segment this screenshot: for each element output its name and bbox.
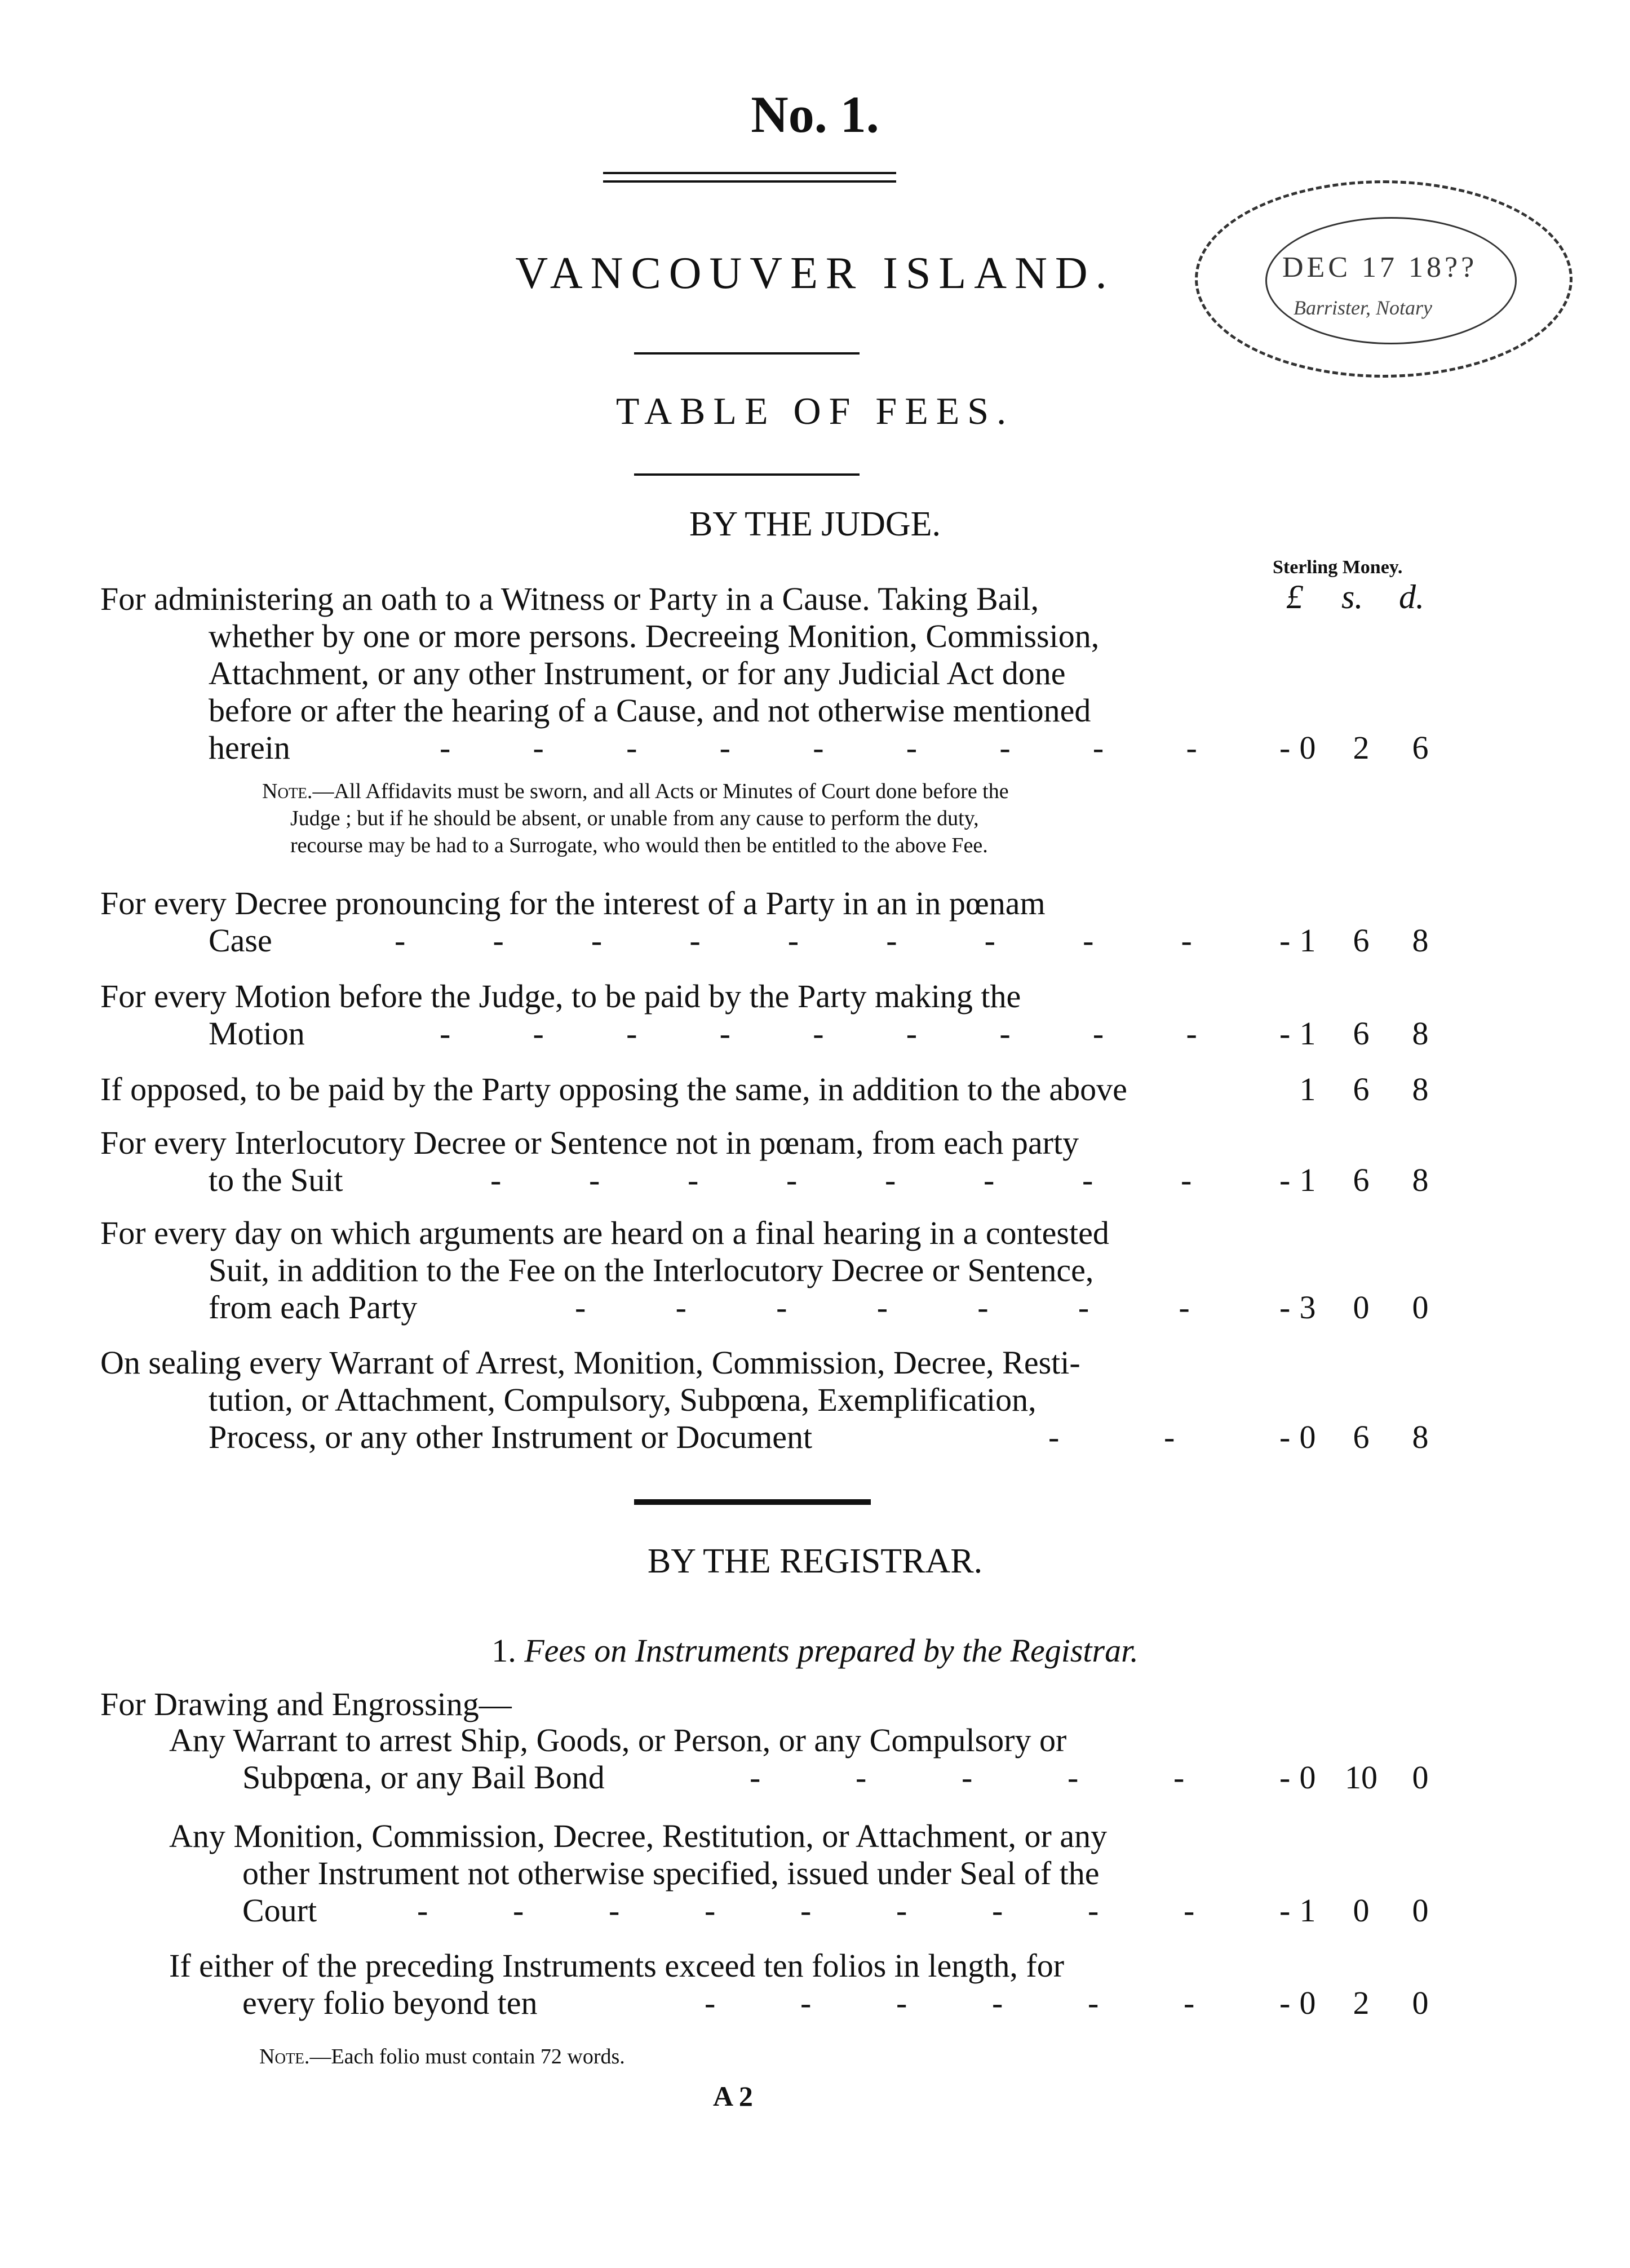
- leader-dash: -: [1078, 1289, 1089, 1326]
- leader-dash: -: [896, 1892, 907, 1929]
- fee-description: For every Decree pronouncing for the interest of a Party in an in pœnam: [100, 885, 1046, 922]
- fee-description: Any Monition, Commission, Decree, Restitution, or Attachment, or any: [169, 1818, 1108, 1854]
- leader-dash: -: [493, 922, 504, 959]
- leader-dash: -: [1181, 1162, 1192, 1198]
- leader-dash: -: [1279, 1289, 1291, 1326]
- fee-entry-line: [0, 1855, 1630, 1892]
- leader-dash: -: [1186, 729, 1197, 766]
- unit-pounds: £: [1286, 578, 1303, 615]
- fee-entry-line: [0, 1722, 1630, 1759]
- fee-entry-line: [0, 1759, 1630, 1796]
- leader-dash: -: [1279, 729, 1291, 766]
- leader-dash: -: [719, 1015, 730, 1052]
- fee-entry: [0, 1124, 1630, 1199]
- note-label: Note.: [259, 2045, 310, 2068]
- leader-dash: -: [417, 1892, 428, 1929]
- amount-pence: 8: [1412, 922, 1429, 959]
- fee-description: before or after the hearing of a Cause, and not otherwise mentioned: [209, 692, 1091, 729]
- leader-dash: -: [591, 922, 603, 959]
- leader-dash: -: [1279, 1985, 1291, 2021]
- fee-entry: [0, 1947, 1630, 2022]
- leader-dash: -: [490, 1162, 502, 1198]
- amount-pounds: 1: [1299, 1015, 1316, 1052]
- amount-shillings: 2: [1353, 1985, 1370, 2021]
- amount-pence: 8: [1412, 1015, 1429, 1052]
- leader-dash: -: [1173, 1759, 1185, 1796]
- leader-dash: -: [719, 729, 730, 766]
- amount-shillings: 10: [1345, 1759, 1377, 1796]
- leader-dash: -: [999, 729, 1011, 766]
- amount-pounds: 1: [1299, 922, 1316, 959]
- registrar-subheading: [0, 1632, 1630, 1669]
- amount-shillings: 6: [1353, 1162, 1370, 1198]
- leader-dash: -: [856, 1759, 867, 1796]
- stamp-name: Barrister, Notary: [1294, 296, 1433, 319]
- currency-label: Sterling Money.: [1273, 557, 1403, 578]
- leader-dash: -: [705, 1985, 716, 2021]
- amount-pounds: 0: [1299, 1759, 1316, 1796]
- fee-description: tution, or Attachment, Compulsory, Subpœna, Exemplification,: [209, 1381, 1037, 1418]
- amount-pence: 0: [1412, 1985, 1429, 2021]
- leader-dash: -: [1279, 1759, 1291, 1796]
- leader-dash: -: [1184, 1985, 1195, 2021]
- amount-pounds: 3: [1299, 1289, 1316, 1326]
- amount-shillings: 6: [1353, 1419, 1370, 1455]
- fee-entry: [0, 1071, 1630, 1108]
- amount-pounds: 1: [1299, 1162, 1316, 1198]
- signature-mark: A 2: [713, 2080, 753, 2112]
- divider: [634, 352, 860, 355]
- fee-description: For every Motion before the Judge, to be paid by the Party making the: [100, 978, 1021, 1015]
- amount-shillings: 6: [1353, 1071, 1370, 1108]
- leader-dash: -: [1184, 1892, 1195, 1929]
- fee-entry-line: [0, 1071, 1630, 1108]
- fee-entry: [0, 1344, 1630, 1456]
- fee-description: Motion: [209, 1015, 305, 1052]
- received-stamp: [1195, 180, 1573, 378]
- fee-description: If opposed, to be paid by the Party opposing the same, in addition to the above: [100, 1071, 1127, 1108]
- amount-pence: 8: [1412, 1419, 1429, 1455]
- fee-description: Suit, in addition to the Fee on the Interlocutory Decree or Sentence,: [209, 1252, 1094, 1288]
- leader-dash: -: [813, 729, 824, 766]
- leader-dash: -: [813, 1015, 824, 1052]
- leader-dash: -: [906, 729, 918, 766]
- fee-entry-line: [0, 1947, 1630, 1985]
- fee-entry-line: [0, 729, 1630, 767]
- note-line: recourse may be had to a Surrogate, who would then be entitled to the above Fee.: [290, 834, 988, 857]
- leader-dash: -: [1092, 729, 1104, 766]
- fee-entry-line: [0, 1124, 1630, 1162]
- amount-shillings: 0: [1353, 1289, 1370, 1326]
- amount-pence: 0: [1412, 1892, 1429, 1929]
- fee-entry-line: [0, 581, 1630, 618]
- leader-dash: -: [1279, 1892, 1291, 1929]
- leader-dash: -: [1279, 1162, 1291, 1198]
- fee-entry: [0, 1818, 1630, 1929]
- section-heading-registrar: BY THE REGISTRAR.: [647, 1542, 983, 1580]
- leader-dash: -: [1181, 922, 1192, 959]
- note-label: Note.: [262, 779, 313, 803]
- document-title: VANCOUVER ISLAND.: [515, 249, 1115, 298]
- fee-entry-line: [0, 1015, 1630, 1052]
- leader-dash: -: [688, 1162, 699, 1198]
- leader-dash: -: [1088, 1985, 1099, 2021]
- leader-dash: -: [1082, 1162, 1093, 1198]
- leader-dash: -: [533, 1015, 544, 1052]
- leader-dash: -: [962, 1759, 973, 1796]
- leader-dash: -: [977, 1289, 989, 1326]
- leader-dash: -: [440, 1015, 451, 1052]
- stamp-date: DEC 17 18??: [1282, 251, 1478, 284]
- leader-dash: -: [750, 1759, 761, 1796]
- leader-dash: -: [1279, 922, 1291, 959]
- leader-dash: -: [705, 1892, 716, 1929]
- leader-dash: -: [886, 922, 897, 959]
- registrar-intro: For Drawing and Engrossing—: [100, 1686, 512, 1722]
- fee-description: If either of the preceding Instruments exceed ten folios in length, for: [169, 1947, 1065, 1984]
- registrar-note: [259, 2043, 625, 2070]
- fee-description: For every day on which arguments are heard on a final hearing in a contested: [100, 1215, 1109, 1251]
- note-line: —All Affidavits must be sworn, and all Acts or Minutes of Court done before the: [312, 779, 1009, 803]
- leader-dash: -: [984, 922, 995, 959]
- leader-dash: -: [1279, 1419, 1291, 1455]
- fee-entry-line: [0, 1381, 1630, 1419]
- leader-dash: -: [609, 1892, 620, 1929]
- unit-pence: d.: [1399, 578, 1424, 615]
- leader-dash: -: [626, 729, 637, 766]
- fee-description: other Instrument not otherwise specified, issued under Seal of the: [242, 1855, 1100, 1892]
- fee-entry-line: [0, 1252, 1630, 1289]
- leader-dash: -: [885, 1162, 896, 1198]
- fee-entry-line: [0, 1985, 1630, 2022]
- fee-description: herein: [209, 729, 290, 766]
- amount-pounds: 1: [1299, 1071, 1316, 1108]
- fee-entry-line: [0, 692, 1630, 729]
- leader-dash: -: [1083, 922, 1094, 959]
- document-subtitle: TABLE OF FEES.: [615, 389, 1015, 432]
- fee-description: On sealing every Warrant of Arrest, Monition, Commission, Decree, Resti-: [100, 1344, 1080, 1381]
- amount-shillings: 2: [1353, 729, 1370, 766]
- leader-dash: -: [800, 1985, 812, 2021]
- fee-entry: [0, 1215, 1630, 1326]
- unit-shillings: s.: [1341, 578, 1363, 615]
- section-divider: [634, 1499, 871, 1505]
- fee-description: Any Warrant to arrest Ship, Goods, or Person, or any Compulsory or: [169, 1722, 1067, 1758]
- leader-dash: -: [896, 1985, 907, 2021]
- leader-dash: -: [876, 1289, 888, 1326]
- leader-dash: -: [1279, 1015, 1291, 1052]
- leader-dash: -: [575, 1289, 586, 1326]
- leader-dash: -: [395, 922, 406, 959]
- divider: [603, 180, 896, 183]
- leader-dash: -: [776, 1289, 787, 1326]
- leader-dash: -: [675, 1289, 686, 1326]
- fee-description: whether by one or more persons. Decreeing Monition, Commission,: [209, 618, 1100, 654]
- leader-dash: -: [626, 1015, 637, 1052]
- fee-entry-line: [0, 978, 1630, 1015]
- leader-dash: -: [999, 1015, 1011, 1052]
- fee-entry-line: [0, 618, 1630, 655]
- leader-dash: -: [1186, 1015, 1197, 1052]
- fee-description: every folio beyond ten: [242, 1985, 538, 2021]
- leader-dash: -: [440, 729, 451, 766]
- fee-entry-line: [0, 1818, 1630, 1855]
- leader-dash: -: [1088, 1892, 1099, 1929]
- note-line: Judge ; but if he should be absent, or unable from any cause to perform the duty,: [290, 807, 979, 830]
- fee-description: Court: [242, 1892, 317, 1929]
- divider: [634, 473, 860, 476]
- leader-dash: -: [533, 729, 544, 766]
- divider: [603, 172, 896, 174]
- fee-entry-line: [0, 655, 1630, 692]
- leader-dash: -: [513, 1892, 524, 1929]
- note-text: —Each folio must contain 72 words.: [309, 2045, 625, 2068]
- subheading-number: 1.: [491, 1632, 516, 1669]
- fee-entry: [0, 978, 1630, 1052]
- leader-dash: -: [589, 1162, 600, 1198]
- judge-note: [262, 778, 1009, 859]
- amount-pounds: 0: [1299, 729, 1316, 766]
- amount-shillings: 6: [1353, 1015, 1370, 1052]
- fee-entry-line: [0, 1892, 1630, 1929]
- fee-description: For administering an oath to a Witness or Party in a Cause. Taking Bail,: [100, 581, 1039, 617]
- leader-dash: -: [1179, 1289, 1190, 1326]
- amount-pence: 0: [1412, 1289, 1429, 1326]
- amount-shillings: 6: [1353, 922, 1370, 959]
- fee-entry-line: [0, 1419, 1630, 1456]
- fee-entry: [0, 581, 1630, 767]
- fee-description: to the Suit: [209, 1162, 343, 1198]
- fee-description: Attachment, or any other Instrument, or for any Judicial Act done: [209, 655, 1066, 692]
- fee-entry-line: [0, 1289, 1630, 1326]
- leader-dash: -: [1068, 1759, 1079, 1796]
- fee-description: Case: [209, 922, 272, 959]
- amount-pounds: 0: [1299, 1985, 1316, 2021]
- leader-dash: -: [992, 1892, 1003, 1929]
- leader-dash: -: [1164, 1419, 1175, 1455]
- fee-entry-line: [0, 1162, 1630, 1199]
- fee-entry-line: [0, 1344, 1630, 1381]
- leader-dash: -: [689, 922, 701, 959]
- leader-dash: -: [992, 1985, 1003, 2021]
- section-heading-judge: BY THE JUDGE.: [689, 505, 941, 543]
- fee-entry: [0, 885, 1630, 959]
- amount-pence: 8: [1412, 1162, 1429, 1198]
- leader-dash: -: [800, 1892, 812, 1929]
- amount-shillings: 0: [1353, 1892, 1370, 1929]
- fee-entry-line: [0, 885, 1630, 922]
- amount-pounds: 1: [1299, 1892, 1316, 1929]
- amount-pence: 8: [1412, 1071, 1429, 1108]
- leader-dash: -: [1048, 1419, 1060, 1455]
- subheading-text: Fees on Instruments prepared by the Registrar.: [524, 1632, 1139, 1669]
- fee-entry-line: [0, 922, 1630, 959]
- leader-dash: -: [984, 1162, 995, 1198]
- fee-description: For every Interlocutory Decree or Sentence not in pœnam, from each party: [100, 1124, 1079, 1161]
- fee-description: from each Party: [209, 1289, 418, 1326]
- amount-pence: 0: [1412, 1759, 1429, 1796]
- fee-entry: [0, 1722, 1630, 1796]
- amount-pounds: 0: [1299, 1419, 1316, 1455]
- amount-pence: 6: [1412, 729, 1429, 766]
- document-number: No. 1.: [751, 86, 879, 143]
- leader-dash: -: [906, 1015, 918, 1052]
- fee-entry-line: [0, 1215, 1630, 1252]
- fee-description: Subpœna, or any Bail Bond: [242, 1759, 605, 1796]
- fee-description: Process, or any other Instrument or Document: [209, 1419, 813, 1455]
- leader-dash: -: [787, 922, 799, 959]
- leader-dash: -: [1092, 1015, 1104, 1052]
- leader-dash: -: [786, 1162, 798, 1198]
